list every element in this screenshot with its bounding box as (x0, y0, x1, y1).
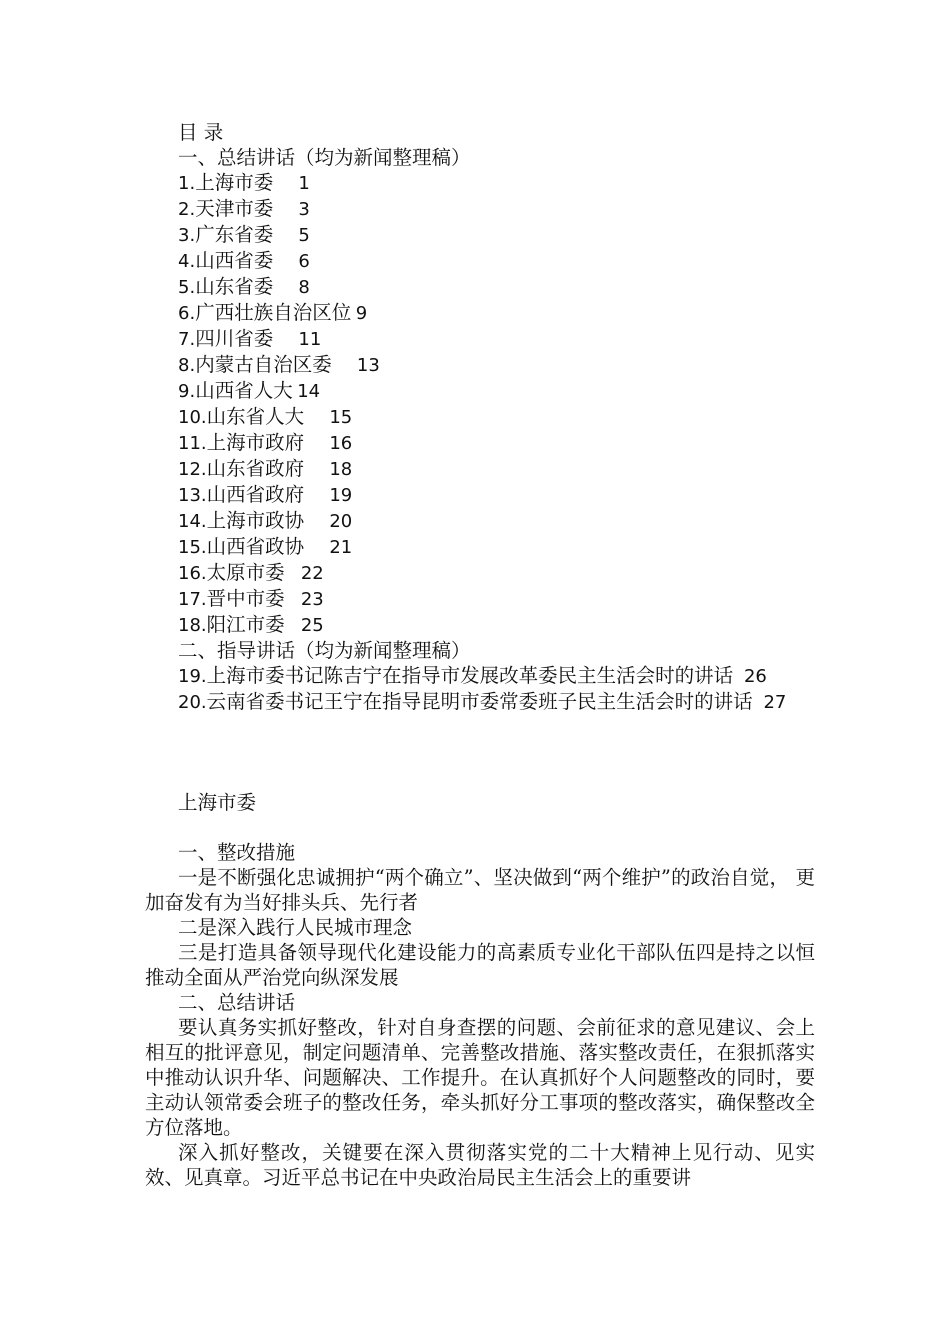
toc-section-1: 一、总结讲话（均为新闻整理稿） (178, 146, 471, 169)
toc-entry[interactable] (145, 352, 815, 378)
toc-entry-number: 1. (178, 173, 196, 194)
toc-long-entry[interactable] (145, 689, 815, 715)
toc-entry[interactable] (145, 612, 815, 638)
measure-item: 二是深入践行人民城市理念 (178, 916, 413, 939)
toc-entry-name: 山东省委 (195, 275, 274, 298)
toc-entry-name: 山西省政府 (206, 483, 305, 506)
toc-entry-name: 云南省委书记王宁在指导昆明市委常委班子民主生活会时的讲话 (206, 690, 753, 713)
toc-entry-number: 2. (178, 199, 196, 220)
toc-entry[interactable] (145, 456, 815, 482)
toc-entry-name: 天津市委 (195, 197, 274, 220)
toc-entry[interactable] (145, 326, 815, 352)
toc-entry-name: 山西省委 (195, 249, 274, 272)
toc-long-entry[interactable] (145, 663, 815, 689)
toc-entry[interactable] (145, 404, 815, 430)
toc-entry[interactable] (145, 482, 815, 508)
toc-entry-page: 19 (329, 485, 353, 506)
toc-entry-name: 太原市委 (206, 561, 285, 584)
toc-entry-page: 18 (329, 459, 353, 480)
toc-entry[interactable] (145, 222, 815, 248)
toc-list (145, 170, 815, 638)
measure-item: 一是不断强化忠诚拥护“两个确立”、坚决做到“两个维护”的政治自觉， 更加奋发有为当好排头兵、先行者 (145, 866, 815, 914)
toc-entry-number: 7. (178, 329, 196, 350)
toc-entry-number: 6. (178, 303, 196, 324)
toc-entry-number: 12. (178, 459, 207, 480)
toc-entry-number: 16. (178, 563, 207, 584)
toc-entry-number: 11. (178, 433, 207, 454)
spacer (145, 715, 815, 790)
body-paragraph: 深入抓好整改，关键要在深入贯彻落实党的二十大精神上见行动、见实效、见真章。习近平总书记在中央政治局民主生活会上的重要讲 (145, 1141, 815, 1189)
toc-entry-page: 14 (297, 381, 321, 402)
toc-entry-name: 山东省政府 (206, 457, 305, 480)
toc-entry-number: 20. (178, 692, 207, 713)
toc-entry-page: 20 (329, 511, 353, 532)
toc-entry-page: 26 (743, 666, 767, 687)
toc-entry-name: 上海市委 (195, 171, 274, 194)
toc-entry-page: 21 (329, 537, 353, 558)
toc-entry-number: 17. (178, 589, 207, 610)
toc-entry-page: 13 (356, 355, 380, 376)
toc-entry-page: 11 (298, 329, 322, 350)
toc-entry-number: 9. (178, 381, 196, 402)
toc-entry-name: 晋中市委 (206, 587, 285, 610)
toc-entry-number: 15. (178, 537, 207, 558)
toc-entry-name: 内蒙古自治区委 (195, 353, 332, 376)
toc-entry-number: 4. (178, 251, 196, 272)
toc-entry-number: 14. (178, 511, 207, 532)
toc-entry-number: 19. (178, 666, 207, 687)
toc-entry-name: 上海市政府 (206, 431, 305, 454)
toc-entry-page: 1 (298, 173, 310, 194)
toc-entry-page: 6 (298, 251, 310, 272)
toc-entry-page: 15 (329, 407, 353, 428)
toc-entry[interactable] (145, 508, 815, 534)
toc-entry-number: 5. (178, 277, 196, 298)
toc-entry[interactable] (145, 586, 815, 612)
toc-entry[interactable] (145, 196, 815, 222)
toc-entry-name: 广东省委 (195, 223, 274, 246)
heading-summary: 二、总结讲话 (178, 991, 296, 1014)
toc-entry-name: 上海市政协 (206, 509, 305, 532)
section-title: 上海市委 (178, 791, 257, 814)
toc-entry[interactable] (145, 274, 815, 300)
body-paragraph: 要认真务实抓好整改，针对自身查摆的问题、会前征求的意见建议、会上相互的批评意见，制定问题清单、完善整改措施、落实整改责任，在狠抓落实中推动认识升华、问题解决、工作提升。在认真抓好个人问题整改的同时，要主动认领常委会班子的整改任务，牵头抓好分工事项的整改落实，确保整改全方位落地。 (145, 1016, 815, 1139)
toc-entry-page: 23 (300, 589, 324, 610)
document-page (145, 120, 815, 1190)
toc-entry[interactable] (145, 560, 815, 586)
toc-entry[interactable] (145, 534, 815, 560)
toc-entry[interactable] (145, 300, 815, 326)
toc-entry[interactable] (145, 430, 815, 456)
toc-entry-page: 3 (298, 199, 310, 220)
toc-entry-name: 四川省委 (195, 327, 274, 350)
toc-entry-name: 山西省政协 (206, 535, 305, 558)
measure-item: 三是打造具备领导现代化建设能力的高素质专业化干部队伍四是持之以恒推动全面从严治党向纵深发展 (145, 941, 815, 989)
heading-measures: 一、整改措施 (178, 841, 296, 864)
toc-entry-page: 5 (298, 225, 310, 246)
toc-entry-page: 8 (298, 277, 310, 298)
toc-entry-page: 9 (355, 303, 368, 324)
toc-entry-page: 25 (300, 615, 324, 636)
toc-entry[interactable] (145, 378, 815, 404)
toc-entry-name: 广西壮族自治区位 (195, 301, 352, 324)
toc-entry-number: 18. (178, 615, 207, 636)
toc-entry[interactable] (145, 170, 815, 196)
toc-entry-number: 3. (178, 225, 196, 246)
toc-section-2: 二、指导讲话（均为新闻整理稿） (178, 639, 471, 662)
toc-entry-page: 16 (329, 433, 353, 454)
toc-entry-name: 山西省人大 (195, 379, 293, 402)
toc-entry-name: 阳江市委 (206, 613, 285, 636)
toc-entry-page: 27 (763, 692, 787, 713)
spacer (145, 815, 815, 840)
toc-entry-number: 8. (178, 355, 196, 376)
toc-entry-page: 22 (300, 563, 324, 584)
toc-entry[interactable] (145, 248, 815, 274)
toc-entry-number: 13. (178, 485, 207, 506)
toc-entry-name: 山东省人大 (206, 405, 305, 428)
toc-entry-name: 上海市委书记陈吉宁在指导市发展改革委民主生活会时的讲话 (206, 664, 734, 687)
toc-heading: 目 录 (178, 121, 224, 144)
toc-entry-number: 10. (178, 407, 207, 428)
